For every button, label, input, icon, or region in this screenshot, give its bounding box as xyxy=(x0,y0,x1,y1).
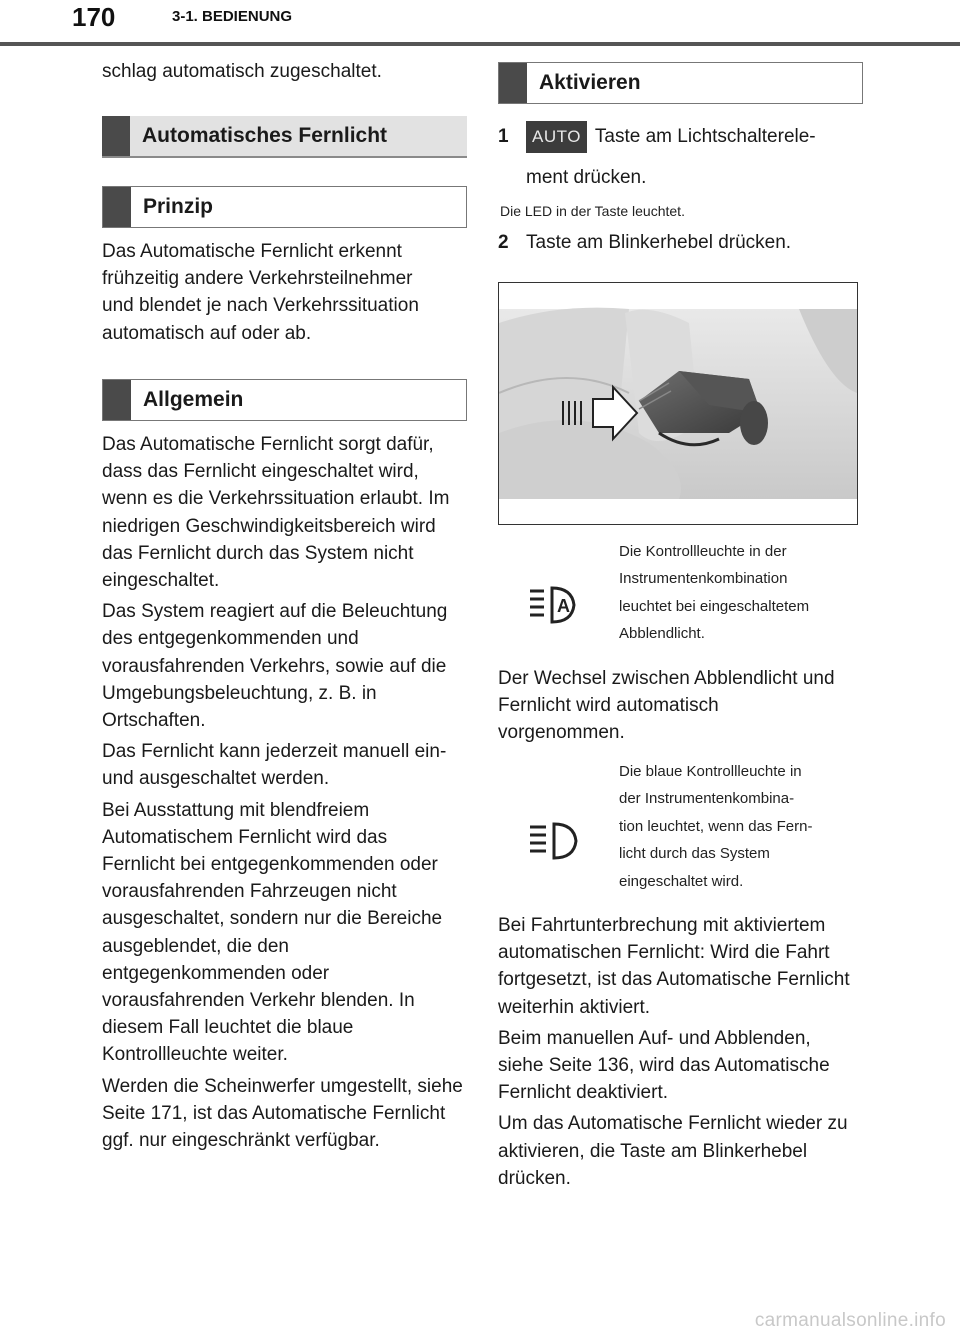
allgemein-title: Allgemein xyxy=(143,388,244,411)
allgemein-paragraph: Bei Ausstattung mit blendfreiem Automatischem Fernlicht wird das Fernlicht bei entgegenkommenden oder vorausfahrenden Fahrzeugen nicht ausgeschaltet, sondern nur die Bereiche ausgeblendet, die den entgegenkommenden oder vorausfahrenden Verkehr blenden. In diesem Fall leuchtet die blaue Kontrollleuchte weiter. xyxy=(102,799,443,1066)
heading-bar xyxy=(103,187,131,227)
auto-key-icon: AUTO xyxy=(526,121,587,153)
prinzip-title: Prinzip xyxy=(143,195,214,218)
intro-text: schlag automatisch zugeschaltet. xyxy=(102,61,382,82)
step-1 xyxy=(498,121,863,153)
section-heading-automatisches-fernlicht xyxy=(102,116,467,158)
right-paragraph: Bei Fahrtunterbrechung mit aktiviertem automatischen Fernlicht: Wird die Fahrt fortgesetzt, ist das Automatische Fernlicht weiterhin aktiviert. xyxy=(498,915,850,1018)
note-1 xyxy=(619,538,864,648)
allgemein-body xyxy=(102,431,464,1154)
lever-illustration xyxy=(498,282,858,525)
chapter-title: 3-1. BEDIENUNG xyxy=(172,8,293,25)
page-header xyxy=(0,0,960,46)
svg-text:A: A xyxy=(557,596,570,616)
led-note: Die LED in der Taste leuchtet. xyxy=(500,203,685,219)
header-rule xyxy=(0,42,960,46)
turn-signal-lever-image xyxy=(499,283,857,524)
note-line: tion leuchtet, wenn das Fern- xyxy=(619,817,813,835)
allgemein-paragraph: Das Automatische Fernlicht sorgt dafür, dass das Fernlicht eingeschaltet wird, wenn es die Verkehrssituation erlaubt. Im niedrigen Geschwindigkeitsbereich wird das Fernlicht durch das System nicht eingeschaltet. xyxy=(102,434,450,592)
aktivieren-title: Aktivieren xyxy=(539,71,641,94)
heading-bar xyxy=(499,63,527,103)
right-paragraph: Um das Automatische Fernlicht wieder zu aktivieren, die Taste am Blinkerhebel drücken. xyxy=(498,1113,848,1189)
low-beam-auto-indicator-icon xyxy=(528,585,580,630)
note-line: leuchtet bei eingeschaltetem xyxy=(619,597,810,615)
step-2 xyxy=(498,232,863,254)
right-body xyxy=(498,912,858,1192)
step-2-text: Taste am Blinkerhebel drücken. xyxy=(526,232,792,253)
subheading-allgemein xyxy=(102,379,467,421)
step-1-text-b: ment drücken. xyxy=(526,167,647,188)
heading-bar xyxy=(103,380,131,420)
step-1-text-a: Taste am Lichtschalterele- xyxy=(594,126,816,147)
prinzip-text: Das Automatische Fernlicht erkennt frühzeitig andere Verkehrsteilnehmer und blendet je nach Verkehrssituation automatisch auf oder ab. xyxy=(102,241,419,344)
allgemein-paragraph: Das System reagiert auf die Beleuchtung des entgegenkommenden und vorausfahrenden Verkehrs, sowie auf die Umgebungsbeleuchtung, z. B. in Ortschaften. xyxy=(102,601,448,732)
note-2 xyxy=(619,758,864,895)
note-line: Die blaue Kontrollleuchte in xyxy=(619,763,802,780)
note-line: licht durch das System xyxy=(619,845,770,863)
high-beam-indicator-icon xyxy=(528,821,580,866)
note-line: Abblendlicht. xyxy=(619,625,705,643)
note-line: Instrumentenkombination xyxy=(619,570,788,588)
heading-bar xyxy=(102,116,130,156)
step-number: 1 xyxy=(498,126,509,147)
subheading-aktivieren xyxy=(498,62,863,104)
wechsel-text: Der Wechsel zwischen Abblendlicht und Fernlicht wird automatisch vorgenommen. xyxy=(498,668,835,744)
note-line: Die Kontrollleuchte in der xyxy=(619,543,787,560)
section-title: Automatisches Fernlicht xyxy=(142,124,388,147)
note-line: der Instrumentenkombina- xyxy=(619,790,795,808)
allgemein-paragraph: Das Fernlicht kann jederzeit manuell ein- und ausgeschaltet werden. xyxy=(102,741,447,790)
page-number: 170 xyxy=(72,2,116,32)
right-paragraph: Beim manuellen Auf- und Abblenden, siehe Seite 136, wird das Automatische Fernlicht deaktiviert. xyxy=(498,1027,830,1104)
note-line: eingeschaltet wird. xyxy=(619,872,744,890)
allgemein-paragraph: Werden die Scheinwerfer umgestellt, siehe Seite 171, ist das Automatische Fernlicht ggf. nur eingeschränkt verfügbar. xyxy=(102,1075,463,1152)
step-number: 2 xyxy=(498,232,509,253)
subheading-prinzip xyxy=(102,186,467,228)
watermark: carmanualsonline.info xyxy=(754,1310,946,1331)
